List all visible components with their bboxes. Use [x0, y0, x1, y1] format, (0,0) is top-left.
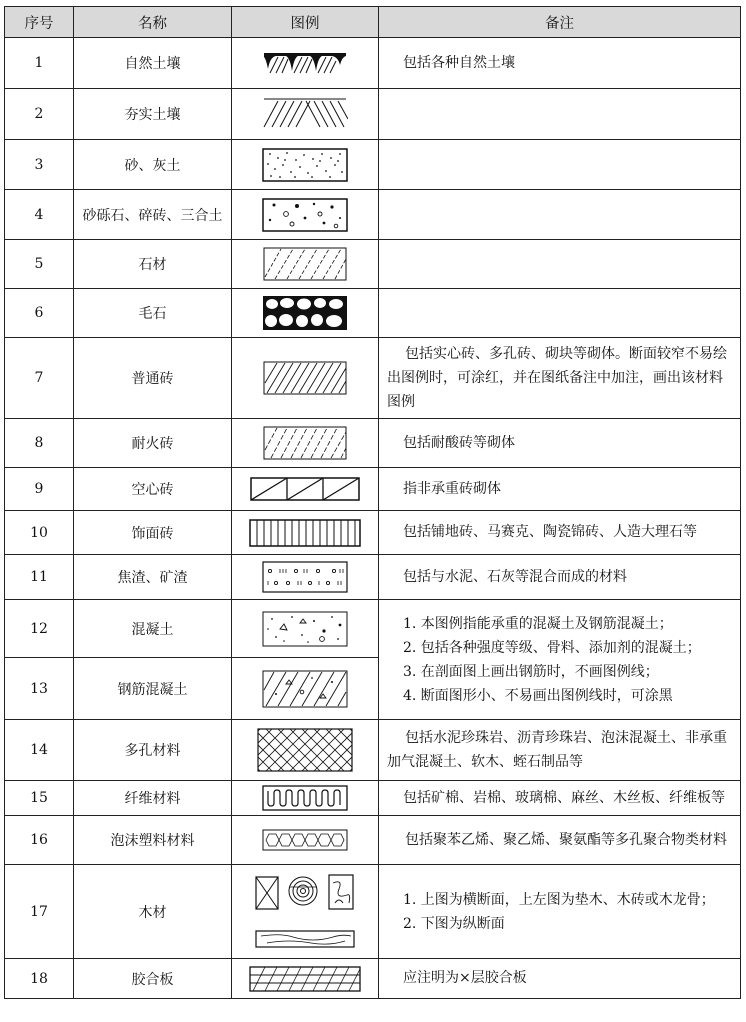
table-row — [5, 720, 741, 781]
row-number: 12 — [5, 600, 74, 658]
material-name: 自然土壤 — [74, 38, 232, 89]
table-row — [5, 865, 741, 959]
material-name: 砂砾石、碎砖、三合土 — [74, 190, 232, 240]
header-example: 图例 — [232, 7, 379, 38]
row-number: 10 — [5, 511, 74, 555]
row-number: 5 — [5, 240, 74, 289]
remark-text: 包括各种自然土壤 — [403, 54, 515, 71]
hollow-brick-pattern-icon — [250, 477, 360, 501]
table-row — [5, 89, 741, 140]
table-row — [5, 38, 741, 89]
concrete-note-1: 1. 本图例指能承重的混凝土及钢筋混凝土； — [403, 615, 673, 632]
table-row — [5, 959, 741, 999]
row-number: 15 — [5, 781, 74, 816]
table-row — [5, 511, 741, 555]
table-row — [5, 289, 741, 338]
remark-text: 包括铺地砖、马赛克、陶瓷锦砖、人造大理石等 — [403, 524, 697, 540]
rammed-soil-pattern-icon — [262, 97, 348, 131]
table-row — [5, 338, 741, 419]
remark-text: 包括水泥珍珠岩、沥青珍珠岩、泡沫混凝土、非承重加气混凝土、软木、蛭石制品等 — [379, 720, 741, 781]
row-number: 7 — [5, 338, 74, 419]
firebrick-pattern-icon — [263, 426, 347, 460]
header-no: 序号 — [5, 7, 74, 38]
material-legend-table — [4, 6, 741, 999]
header-name: 名称 — [74, 7, 232, 38]
row-number: 16 — [5, 816, 74, 865]
reinforced-concrete-pattern-icon — [262, 670, 348, 708]
row-number: 2 — [5, 89, 74, 140]
material-name: 焦渣、矿渣 — [74, 555, 232, 600]
row-number: 13 — [5, 658, 74, 720]
stone-pattern-icon — [263, 247, 347, 281]
remark-text: 包括与水泥、石灰等混合而成的材料 — [403, 568, 627, 585]
material-name: 饰面砖 — [74, 511, 232, 555]
remark-text: 指非承重砖砌体 — [403, 480, 501, 497]
concrete-notes — [379, 600, 741, 720]
facing-brick-pattern-icon — [249, 519, 361, 547]
fiber-pattern-icon — [262, 785, 348, 811]
rubble-pattern-icon — [262, 295, 348, 331]
gravel-pattern-icon — [262, 198, 348, 232]
material-name: 胶合板 — [74, 959, 232, 999]
wood-pattern-icon — [253, 873, 357, 951]
row-number: 17 — [5, 865, 74, 959]
wood-note-2: 2. 下图为纵断面 — [403, 915, 505, 932]
porous-pattern-icon — [257, 728, 353, 772]
table-row — [5, 555, 741, 600]
sand-lime-pattern-icon — [262, 148, 348, 182]
row-number: 1 — [5, 38, 74, 89]
table-row — [5, 468, 741, 511]
material-name: 毛石 — [74, 289, 232, 338]
material-name: 石材 — [74, 240, 232, 289]
row-number: 8 — [5, 419, 74, 468]
concrete-pattern-icon — [262, 611, 348, 647]
remark-text: 包括聚苯乙烯、聚乙烯、聚氨酯等多孔聚合物类材料 — [379, 816, 741, 865]
material-name: 纤维材料 — [74, 781, 232, 816]
table-row — [5, 140, 741, 190]
concrete-note-3: 3. 在剖面图上画出钢筋时，不画图例线； — [403, 663, 659, 680]
concrete-note-4: 4. 断面图形小、不易画出图例线时，可涂黑 — [403, 687, 673, 704]
table-row — [5, 816, 741, 865]
foam-plastic-pattern-icon — [262, 829, 348, 851]
material-name: 砂、灰土 — [74, 140, 232, 190]
material-name: 夯实土壤 — [74, 89, 232, 140]
row-number: 3 — [5, 140, 74, 190]
material-name: 钢筋混凝土 — [74, 658, 232, 720]
row-number: 4 — [5, 190, 74, 240]
table-row — [5, 240, 741, 289]
remark-text: 包括耐酸砖等砌体 — [403, 434, 515, 451]
row-number: 18 — [5, 959, 74, 999]
row-number: 9 — [5, 468, 74, 511]
remark-text: 包括矿棉、岩棉、玻璃棉、麻丝、木丝板、纤维板等 — [403, 789, 725, 806]
material-name: 普通砖 — [74, 338, 232, 419]
material-name: 泡沫塑料材料 — [74, 816, 232, 865]
material-name: 混凝土 — [74, 600, 232, 658]
remark-text: 应注明为×层胶合板 — [403, 970, 527, 986]
table-row — [5, 190, 741, 240]
material-name: 空心砖 — [74, 468, 232, 511]
plywood-pattern-icon — [249, 966, 361, 992]
row-number: 14 — [5, 720, 74, 781]
row-number: 6 — [5, 289, 74, 338]
header-row — [5, 7, 741, 38]
row-number: 11 — [5, 555, 74, 600]
material-name: 木材 — [74, 865, 232, 959]
material-name: 多孔材料 — [74, 720, 232, 781]
table-row — [5, 781, 741, 816]
concrete-note-2: 2. 包括各种强度等级、骨料、添加剂的混凝土； — [403, 639, 701, 656]
brick-pattern-icon — [263, 361, 347, 395]
material-name: 耐火砖 — [74, 419, 232, 468]
cinder-pattern-icon — [262, 561, 348, 593]
table-row — [5, 600, 741, 658]
header-remark: 备注 — [379, 7, 741, 38]
wood-note-1: 1. 上图为横断面，上左图为垫木、木砖或木龙骨； — [403, 891, 715, 908]
remark-text: 包括实心砖、多孔砖、砌块等砌体。断面较窄不易绘出图例时，可涂红，并在图纸备注中加注，画出该材料图例 — [379, 338, 741, 419]
wood-notes — [379, 865, 741, 959]
natural-soil-pattern-icon — [260, 51, 350, 75]
table-row — [5, 419, 741, 468]
